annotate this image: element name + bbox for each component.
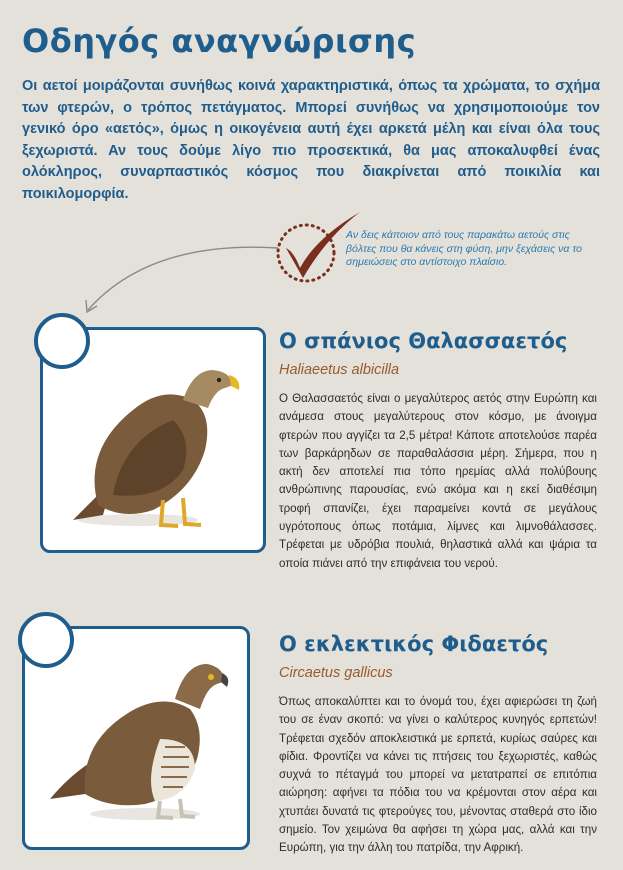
species-1-description: Ο Θαλασσαετός είναι ο μεγαλύτερος αετός στην Ευρώπη και ανάμεσα στους μεγαλύτερους στον κόσμο, με άνοιγμα φτερών που αγγίζει τα 2,5 μέτρα! Κάποτε αποτελούσε παρέα των βαρκάρηδων σε παραθαλάσσια μέρη. Σήμερα, που η ακτή δεν αποτελεί πια τόπο ηρεμίας αλλά πολύβουης ανθρώπινης παρουσίας, ενώ ακόμα και η εκεί διαθέσιμη τροφή σπανίζει, έχει παραμείνει κοντά σε μεγάλους υγρότοπους όπως ποτάμια, λίμνες και λιμνοθάλασσες. Τρέφεται με υδρόβια πουλιά, θηλαστικά αλλά και ψάρια τα οποία πιάνει από την επιφάνεια του νερού.	[279, 392, 597, 570]
species-1-name: Ο σπάνιος Θαλασσαετός	[279, 329, 568, 353]
species-2-description: Όπως αποκαλύπτει και το όνομά του, έχει αφιερώσει τη ζωή του σε έναν σκοπό: να γίνει ο καλύτερος κυνηγός ερπετών! Τρέφεται σχεδόν αποκλειστικά με ερπετά, κυρίως σαύρες και φίδια. Φροντίζει να κάνει τις πτήσεις του ξεχωριστές, καθώς συχνά το πέταγμά του μπορεί να μετατραπεί σε επιτόπια αιώρηση: αφήνει τα πόδια του να κρέμονται στον αέρα και χτυπάει δυνατά τις φτερούγες του, μένοντας σταθερά στο ίδιο σημείο. Τον χειμώνα θα αφήσει τη χώρα μας, αλλά και την Ευρώπη, για την άλλη του πατρίδα, την Αφρική.	[279, 695, 597, 855]
species-1-latin-name: Haliaeetus albicilla	[279, 362, 400, 378]
species-2-name: Ο εκλεκτικός Φιδαετός	[279, 632, 549, 656]
species-1-checkbox[interactable]	[34, 313, 90, 369]
species-2-checkbox[interactable]	[18, 612, 74, 668]
intro-paragraph: Οι αετοί μοιράζονται συνήθως κοινά χαρακτηριστικά, όπως τα χρώματα, το σχήμα των φτερών, ο τρόπος πετάγματος. Μπορεί συνήθως να χρησιμοποιούμε τον γενικό όρο «αετός», όμως η οικογένεια αυτή έχει αρκετά μέλη και είναι όλα τους ξεχωριστά. Αν τους δούμε λίγο πιο προσεκτικά, θα μας αποκαλυφθεί ένας ολόκληρος, συναρπαστικός κόσμος που διακρίνεται από ποικιλία και ποικιλομορφία.	[22, 78, 600, 202]
species-2-latin-name: Circaetus gallicus	[279, 665, 393, 681]
page-title: Οδηγός αναγνώρισης	[22, 22, 417, 60]
hint-text: Αν δεις κάποιον από τους παρακάτω αετούς στις βόλτες που θα κάνεις στη φύση, μην ξεχάσεις να το σημειώσεις στο αντίστοιχο πλαίσιο.	[346, 229, 582, 268]
